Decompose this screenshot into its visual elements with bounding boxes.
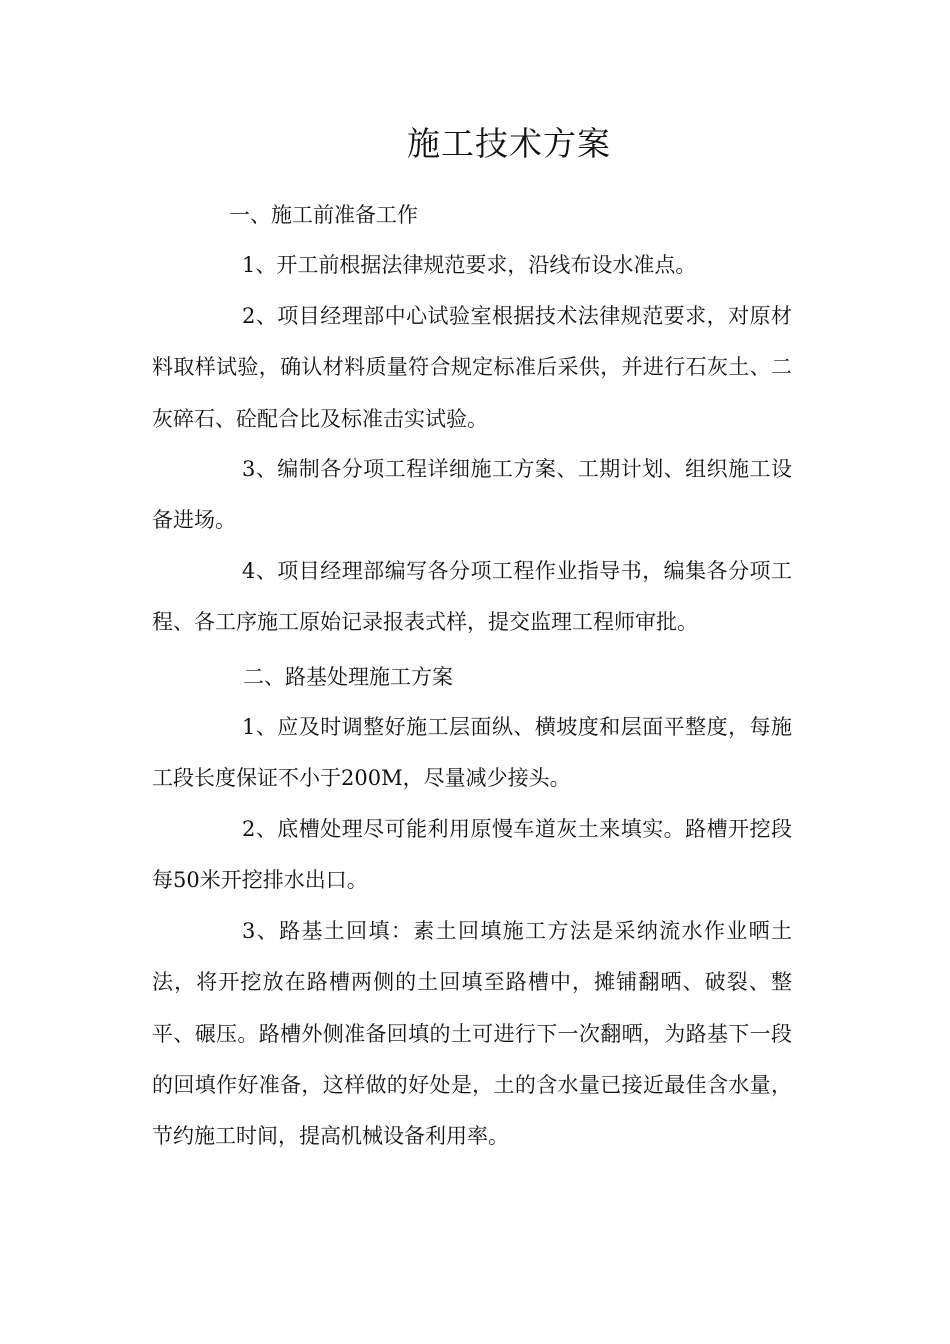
paragraph-2-3: 3、路基土回填：素土回填施工方法是采纳流水作业晒土法，将开挖放在路槽两侧的土回填至路槽中，摊铺翻晒、破裂、整平、碾压。路槽外侧准备回填的土可进行下一次翻晒，为路基下一段的回填作好准备，这样做的好处是，土的含水量已接近最佳含水量，节约施工时间，提高机械设备利用率。: [152, 919, 792, 1149]
section-heading-1: 一、施工前准备工作: [229, 203, 418, 227]
document-title: 施工技术方案: [407, 124, 611, 163]
paragraph-2-2: 2、底槽处理尽可能利用原慢车道灰土来填实。路槽开挖段每50米开挖排水出口。: [152, 817, 792, 893]
section-heading-2: 二、路基处理施工方案: [243, 665, 453, 689]
paragraph-1-4: 4、项目经理部编写各分项工程作业指导书，编集各分项工程、各工序施工原始记录报表式样，提交监理工程师审批。: [152, 559, 792, 635]
paragraph-1-1: 1、开工前根据法律规范要求，沿线布设水准点。: [242, 253, 697, 277]
paragraph-2-1: 1、应及时调整好施工层面纵、横坡度和层面平整度，每施工段长度保证不小于200M，尽量减少接头。: [152, 715, 792, 791]
paragraph-1-2: 2、项目经理部中心试验室根据技术法律规范要求，对原材料取样试验，确认材料质量符合规定标准后采供，并进行石灰土、二灰碎石、砼配合比及标准击实试验。: [152, 304, 792, 431]
paragraph-1-3: 3、编制各分项工程详细施工方案、工期计划、组织施工设备进场。: [152, 457, 792, 533]
